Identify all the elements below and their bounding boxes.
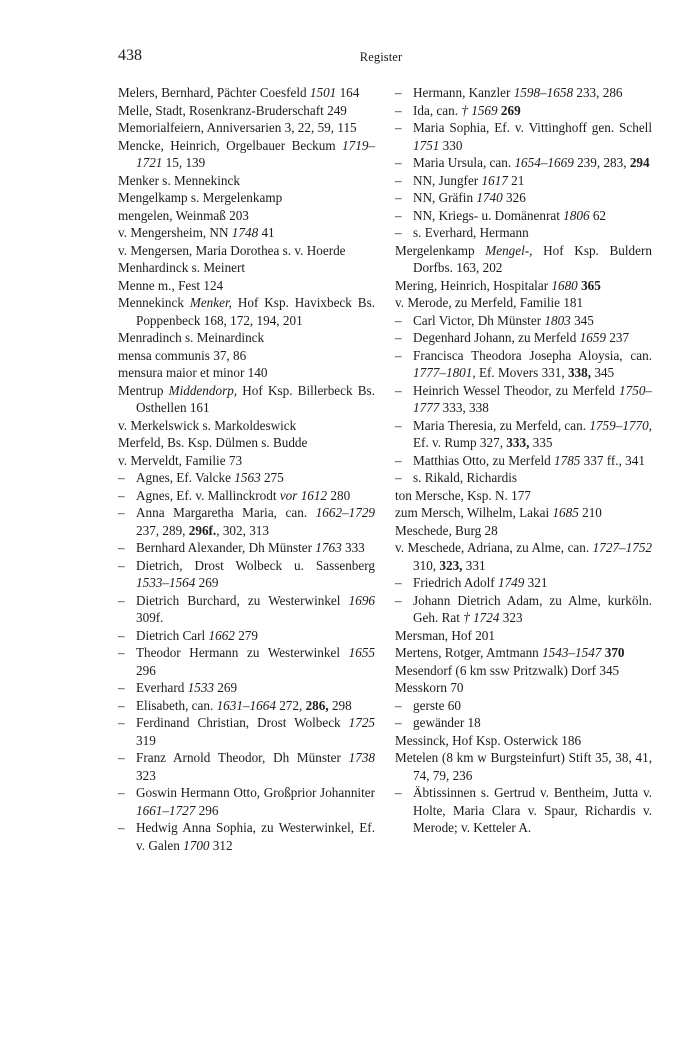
entry-italic-text: 1654–1669 [514, 155, 574, 170]
entry-text: Franz Arnold Theodor, Dh Münster [136, 750, 349, 765]
index-subentry [395, 84, 652, 102]
subentry-dash: – [118, 697, 125, 713]
entry-text: gewänder 18 [413, 715, 481, 730]
index-subentry [118, 749, 375, 784]
subentry-dash: – [118, 750, 125, 765]
entry-text: 326 [502, 190, 526, 205]
index-subentry [395, 172, 652, 190]
index-subentry [395, 207, 652, 225]
entry-italic-text: 1696 [348, 592, 375, 608]
entry-italic-text: 1777–1801 [413, 365, 473, 380]
entry-bold-page: 333, [506, 435, 530, 450]
entry-italic-text: 1785 [554, 452, 581, 468]
index-subentry [395, 784, 652, 837]
index-entry [118, 452, 375, 470]
entry-bold-page: 370 [604, 645, 625, 660]
subentry-dash: – [395, 715, 402, 730]
index-column-right [395, 84, 652, 837]
index-entry [118, 189, 375, 207]
subentry-dash: – [395, 312, 402, 328]
entry-text: v. Merkelswick s. Markoldeswick [118, 417, 297, 433]
entry-text: 333 [341, 540, 365, 555]
entry-text: 333, 338 [439, 400, 489, 415]
subentry-dash: – [395, 575, 402, 590]
entry-italic-text: Middendorp, [168, 382, 238, 398]
subentry-dash: – [395, 697, 402, 713]
subentry-dash: – [118, 645, 125, 660]
entry-text: Melers, Bernhard, Pächter Coesfeld [118, 85, 310, 100]
index-entry [395, 522, 652, 540]
subentry-dash: – [395, 85, 402, 100]
index-entry [118, 102, 375, 120]
entry-bold-page: 296f. [188, 522, 217, 538]
entry-text: s. Everhard, Hermann [413, 225, 529, 240]
entry-italic-text: 1751 [413, 137, 440, 153]
index-subentry [395, 452, 652, 470]
entry-text: Hedwig Anna Sophia, zu Westerwinkel, Ef. v. Galen [136, 820, 375, 853]
entry-italic-text: 1763 [315, 540, 342, 555]
subentry-dash: – [395, 155, 402, 170]
index-subentry [395, 382, 652, 417]
entry-text: Ferdinand Christian, Drost Wolbeck [136, 715, 349, 730]
entry-text: NN, Gräfin [413, 190, 477, 205]
entry-text: Mering, Heinrich, Hospitalar [395, 277, 552, 293]
subentry-dash: – [118, 470, 125, 485]
index-entry [395, 644, 652, 662]
entry-text: Johann Dietrich Adam, zu Alme, kurköln. Geh. Rat [413, 592, 652, 625]
subentry-dash: – [395, 470, 402, 485]
entry-text: Melle, Stadt, Rosenkranz-Bruderschaft 249 [118, 102, 347, 118]
entry-italic-text: 1662 [208, 627, 235, 643]
entry-text: 279 [234, 627, 258, 643]
entry-text: 280 [327, 487, 351, 503]
entry-text: 296 [195, 802, 219, 818]
entry-text: 323 [499, 610, 523, 625]
entry-text: 233, 286 [573, 85, 623, 100]
subentry-dash: – [118, 592, 125, 608]
entry-text: Ida, can. [413, 102, 462, 118]
entry-italic-text: vor 1612 [279, 487, 328, 503]
index-subentry [118, 714, 375, 749]
subentry-dash: – [395, 347, 402, 363]
entry-italic-text: 1617 [481, 172, 508, 188]
entry-text: 237 [606, 330, 630, 345]
subentry-dash: – [395, 382, 402, 398]
entry-text: 296 [136, 662, 156, 678]
entry-text: Mennekinck [118, 295, 190, 310]
entry-text: Menker s. Mennekinck [118, 172, 240, 188]
entry-text: Maria Sophia, Ef. v. Vittinghoff gen. Schell [413, 120, 652, 135]
subentry-dash: – [118, 505, 125, 520]
entry-italic-text: Menker, [189, 295, 232, 310]
page-number: 438 [118, 47, 142, 64]
index-entry [118, 364, 375, 382]
entry-italic-text: 1685 [552, 505, 579, 520]
entry-text: gerste 60 [413, 697, 461, 713]
index-entry [395, 539, 652, 574]
entry-text: Dietrich, Drost Wolbeck u. Sassenberg [136, 557, 375, 573]
index-subentry [118, 504, 375, 539]
entry-text: Everhard [136, 680, 188, 695]
index-subentry [395, 189, 652, 207]
index-entry [118, 172, 375, 190]
index-subentry [118, 539, 375, 557]
subentry-dash: – [395, 417, 402, 433]
entry-text: Hof Ksp. Billerbeck Bs. Osthellen 161 [136, 382, 375, 415]
entry-italic-text: Mengel-, [485, 242, 533, 258]
index-subentry [118, 819, 375, 854]
index-entry [395, 294, 652, 312]
entry-text: v. Mengersen, Maria Dorothea s. v. Hoerde [118, 242, 346, 258]
entry-italic-text: 1659 [579, 330, 606, 345]
entry-text: 269 [214, 680, 238, 695]
entry-text: 321 [524, 575, 548, 590]
subentry-dash: – [118, 627, 125, 643]
index-entry [118, 207, 375, 225]
index-subentry [118, 644, 375, 679]
index-subentry [118, 592, 375, 627]
entry-text: NN, Jungfer [413, 172, 482, 188]
entry-text: 309f. [136, 610, 164, 625]
entry-text: Bernhard Alexander, Dh Münster [136, 540, 316, 555]
entry-italic-text: 1533–1564 [136, 575, 196, 590]
entry-italic-text: 1700 [183, 837, 210, 853]
index-subentry [395, 224, 652, 242]
entry-text: 41 [258, 225, 275, 240]
index-entry [395, 749, 652, 784]
entry-text: v. Merveldt, Familie 73 [118, 452, 243, 468]
index-entry [118, 417, 375, 435]
subentry-dash: – [395, 172, 402, 188]
entry-italic-text: 1631–1664 [216, 697, 276, 713]
subentry-dash: – [395, 785, 402, 800]
entry-text: zum Mersch, Wilhelm, Lakai [395, 505, 553, 520]
entry-text: Menhardinck s. Meinert [118, 260, 246, 275]
entry-text: 239, 283, [573, 155, 630, 170]
index-subentry [395, 417, 652, 452]
entry-text: Matthias Otto, zu Merfeld [413, 452, 554, 468]
entry-text: Heinrich Wessel Theodor, zu Merfeld [413, 382, 620, 398]
index-entry [395, 504, 652, 522]
entry-italic-text: 1725 [348, 715, 375, 730]
entry-text: Anna Margaretha Maria, can. [136, 505, 316, 520]
entry-text: mensa communis 37, 86 [118, 347, 247, 363]
entry-text: Elisabeth, can. [136, 697, 217, 713]
entry-italic-text: 1655 [348, 645, 375, 660]
entry-text: mensura maior et minor 140 [118, 365, 268, 380]
subentry-dash: – [395, 452, 402, 468]
index-subentry [395, 154, 652, 172]
subentry-dash: – [395, 120, 402, 135]
index-subentry [118, 679, 375, 697]
entry-text: Menne m., Fest 124 [118, 277, 224, 293]
entry-italic-text: 1501 [309, 85, 337, 100]
entry-text: Memorialfeiern, Anniversarien 3, 22, 59, 115 [118, 120, 357, 135]
subentry-dash: – [395, 102, 402, 118]
entry-text: Degenhard Johann, zu Merfeld [413, 330, 580, 345]
entry-italic-text: 1533 [187, 680, 214, 695]
subentry-dash: – [118, 487, 125, 503]
index-entry [395, 242, 652, 277]
entry-text: Messkorn 70 [395, 680, 464, 695]
index-subentry [118, 697, 375, 715]
entry-text: Dietrich Burchard, zu Westerwinkel [136, 592, 349, 608]
index-subentry [395, 102, 652, 120]
entry-italic-text: 1543–1547 [542, 645, 602, 660]
index-entry [395, 487, 652, 505]
index-subentry [118, 627, 375, 645]
subentry-dash: – [118, 557, 125, 573]
subentry-dash: – [118, 680, 125, 695]
entry-text: 272, [275, 697, 306, 713]
entry-text: v. Meschede, Adriana, zu Alme, can. [395, 540, 593, 555]
entry-text: Theodor Hermann zu Westerwinkel [136, 645, 349, 660]
entry-text: Mencke, Heinrich, Orgelbauer Beckum [118, 137, 343, 153]
entry-italic-text: 1662–1729 [315, 505, 375, 520]
entry-text: Meschede, Burg 28 [395, 522, 498, 538]
entry-text: 312 [209, 837, 233, 853]
subentry-dash: – [118, 820, 125, 835]
index-subentry [118, 487, 375, 505]
index-subentry [395, 329, 652, 347]
subentry-dash: – [118, 785, 125, 800]
entry-text: 21 [507, 172, 525, 188]
entry-text: Agnes, Ef. Valcke [136, 470, 235, 485]
index-entry [118, 84, 375, 102]
entry-text: , 302, 313 [216, 522, 269, 538]
index-subentry [118, 784, 375, 819]
index-entry [118, 347, 375, 365]
entry-italic-text: 1563 [234, 470, 261, 485]
entry-text: Carl Victor, Dh Münster [413, 312, 545, 328]
index-entry [118, 224, 375, 242]
entry-text: 269 [195, 575, 219, 590]
index-entry [118, 294, 375, 329]
entry-italic-text: 1598–1658 [513, 85, 574, 100]
index-subentry [395, 119, 652, 154]
index-entry [395, 732, 652, 750]
subentry-dash: – [395, 330, 402, 345]
entry-italic-text: 1806 [563, 207, 590, 223]
entry-bold-page: 338, [567, 365, 592, 380]
entry-text: Maria Ursula, can. [413, 155, 515, 170]
index-entry [118, 277, 375, 295]
entry-text: 164 [336, 85, 360, 100]
entry-bold-page: 323, [439, 557, 463, 573]
entry-italic-text: † 1569 [461, 102, 498, 118]
entry-italic-text: 1738 [348, 750, 375, 765]
entry-text: Metelen (8 km w Burgsteinfurt) Stift 35, 38, 41, 74, 79, 236 [395, 750, 652, 783]
entry-text: 330 [439, 137, 463, 153]
entry-text: 323 [136, 767, 156, 783]
entry-text: 15, 139 [162, 155, 206, 170]
entry-text: , Ef. Movers 331, [472, 365, 568, 380]
entry-italic-text: 1759–1770 [589, 417, 649, 433]
entry-text: Francisca Theodora Josepha Aloysia, can. [413, 347, 652, 363]
entry-text: 345 [591, 365, 615, 380]
entry-text: 237, 289, [136, 522, 189, 538]
entry-text: Mertens, Rotger, Amtmann [395, 645, 543, 660]
entry-text: Hof Ksp. Buldern Dorfbs. 163, 202 [413, 242, 652, 275]
entry-text: Maria Theresia, zu Merfeld, can. [413, 417, 590, 433]
index-entry [118, 137, 375, 172]
entry-italic-text: † 1724 [463, 610, 500, 625]
entry-text: v. Mengersheim, NN [118, 225, 232, 240]
subentry-dash: – [395, 592, 402, 608]
subentry-dash: – [395, 207, 402, 223]
index-subentry [395, 592, 652, 627]
index-column-left [118, 84, 375, 854]
entry-text: NN, Kriegs- u. Domänenrat [413, 207, 564, 223]
index-entry [395, 679, 652, 697]
entry-text: Mentrup [118, 382, 169, 398]
entry-bold-page: 286, [305, 697, 329, 713]
entry-bold-page: 269 [500, 102, 521, 118]
index-subentry [395, 469, 652, 487]
index-subentry [118, 557, 375, 592]
entry-text: Dietrich Carl [136, 627, 209, 643]
index-subentry [395, 347, 652, 382]
entry-text: 345 [570, 312, 594, 328]
entry-text: 337 ff., 341 [580, 452, 645, 468]
entry-text: ton Mersche, Ksp. N. 177 [395, 487, 531, 503]
entry-text: 310, [413, 557, 440, 573]
entry-text: 331 [462, 557, 486, 573]
entry-text: v. Merode, zu Merfeld, Familie 181 [395, 295, 584, 310]
entry-text: s. Rikald, Richardis [413, 470, 518, 485]
entry-text: 319 [136, 732, 156, 748]
entry-text: Mesendorf (6 km ssw Pritzwalk) Dorf 345 [395, 662, 620, 678]
index-subentry [118, 469, 375, 487]
entry-text: 210 [578, 505, 602, 520]
entry-text: Äbtissinnen s. Gertrud v. Bentheim, Jutta v. Holte, Maria Clara v. Spaur, Richardis v. Merode; v. Ketteler A. [413, 785, 652, 835]
entry-text: Mersman, Hof 201 [395, 627, 495, 643]
entry-text: Merfeld, Bs. Ksp. Dülmen s. Budde [118, 435, 308, 450]
index-subentry [395, 714, 652, 732]
index-entry [118, 382, 375, 417]
entry-italic-text: 1750–1777 [413, 382, 652, 415]
entry-italic-text: 1727–1752 [592, 540, 652, 555]
entry-text: Mengelkamp s. Mergelenkamp [118, 190, 283, 205]
index-entry [118, 119, 375, 137]
index-entry [118, 434, 375, 452]
index-subentry [395, 574, 652, 592]
subentry-dash: – [395, 190, 402, 205]
entry-text: , Ef. v. Rump 327, [413, 417, 652, 450]
entry-text: 62 [589, 207, 607, 223]
entry-text: Hermann, Kanzler [413, 85, 514, 100]
entry-text: Friedrich Adolf [413, 575, 498, 590]
subentry-dash: – [395, 225, 402, 240]
entry-italic-text: 1803 [544, 312, 571, 328]
index-entry [395, 277, 652, 295]
entry-text: 335 [529, 435, 553, 450]
entry-text: 275 [260, 470, 284, 485]
entry-italic-text: 1680 [551, 277, 578, 293]
entry-text: Hof Ksp. Havixbeck Bs. Poppenbeck 168, 172, 194, 201 [136, 295, 376, 328]
index-entry [395, 662, 652, 680]
index-subentry [395, 697, 652, 715]
index-entry [118, 259, 375, 277]
running-head: Register [359, 50, 403, 64]
entry-italic-text: 1749 [497, 575, 525, 590]
entry-bold-page: 365 [581, 277, 601, 293]
entry-italic-text: 1661–1727 [136, 802, 196, 818]
entry-text: Messinck, Hof Ksp. Osterwick 186 [395, 732, 582, 748]
entry-text: Agnes, Ef. v. Mallinckrodt [136, 487, 280, 503]
entry-text: Goswin Hermann Otto, Großprior Johanniter [136, 785, 375, 800]
subentry-dash: – [118, 715, 125, 730]
entry-text: mengelen, Weinmaß 203 [118, 207, 249, 223]
subentry-dash: – [118, 540, 125, 555]
index-subentry [395, 312, 652, 330]
entry-italic-text: 1748 [231, 225, 259, 240]
index-entry [118, 242, 375, 260]
entry-text: 298 [328, 697, 352, 713]
entry-text: Menradinch s. Meinardinck [118, 330, 265, 345]
entry-italic-text: 1740 [476, 190, 503, 205]
index-entry [118, 329, 375, 347]
entry-bold-page: 294 [629, 155, 650, 170]
index-entry [395, 627, 652, 645]
entry-text: Mergelenkamp [395, 242, 486, 258]
entry-italic-text: 1719–1721 [136, 137, 375, 170]
